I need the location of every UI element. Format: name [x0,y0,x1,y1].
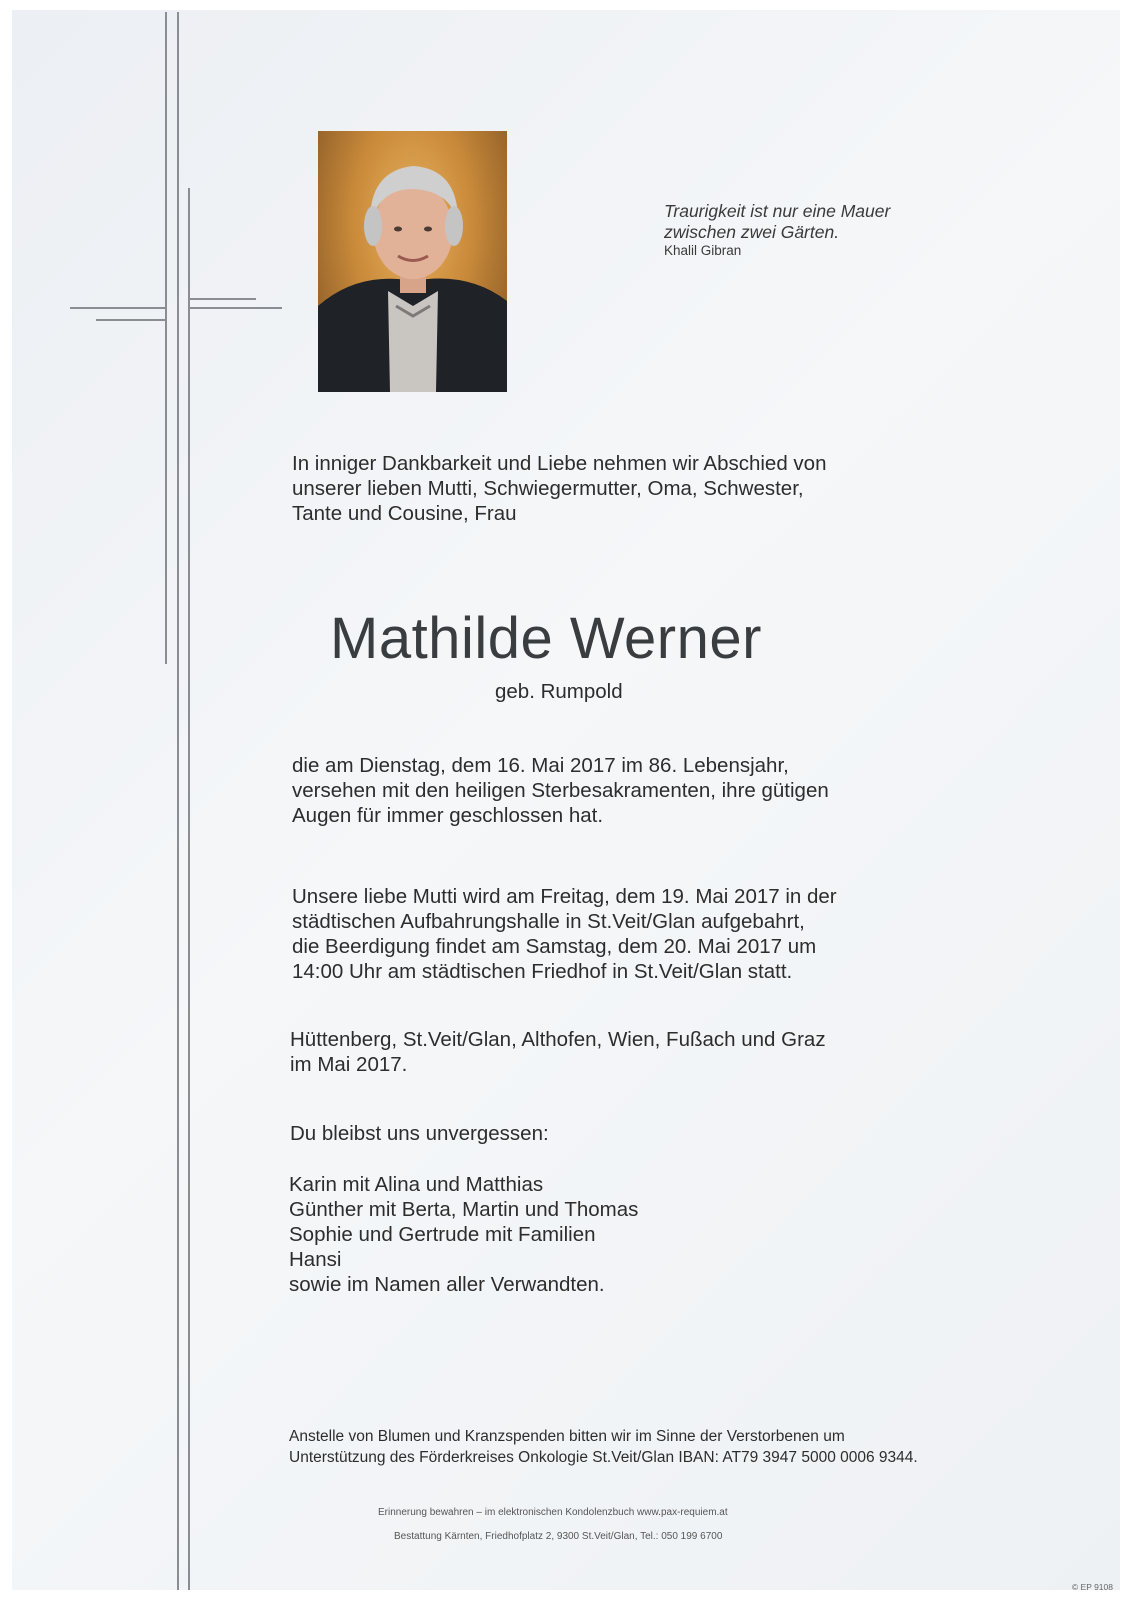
donation-line: Unterstützung des Förderkreises Onkologie St.Veit/Glan IBAN: AT79 3947 5000 0006 9344. [289,1449,918,1466]
maiden-name: geb. Rumpold [495,680,623,703]
mourner-line: Günther mit Berta, Martin und Thomas [289,1198,639,1221]
portrait-photo [318,131,507,392]
funeral-info-line: städtischen Aufbahrungshalle in St.Veit/Glan aufgebahrt, [292,910,805,933]
places-text [290,1027,826,1077]
death-notice-line: die am Dienstag, dem 16. Mai 2017 im 86. Lebensjahr, [292,754,789,777]
mourners-list [289,1172,638,1297]
deceased-name: Mathilde Werner [330,606,762,671]
quote-line: Traurigkeit ist nur eine Mauer [664,201,891,221]
mourner-line: Sophie und Gertrude mit Familien [289,1223,596,1246]
intro-line: Tante und Cousine, Frau [292,502,517,525]
quote-line: zwischen zwei Gärten. [664,222,840,242]
footer-address: Bestattung Kärnten, Friedhofplatz 2, 9300 St.Veit/Glan, Tel.: 050 199 6700 [394,1531,723,1542]
funeral-info-line: Unsere liebe Mutti wird am Freitag, dem 19. Mai 2017 in der [292,885,837,908]
copyright-mark: © EP 9108 [1071,1582,1113,1592]
donation-text [289,1426,918,1468]
mourner-line: Hansi [289,1248,342,1271]
death-notice-line: versehen mit den heiligen Sterbesakramenten, ihre gütigen [292,779,829,802]
places-line: im Mai 2017. [290,1053,408,1076]
death-notice [292,753,829,828]
death-notice-line: Augen für immer geschlossen hat. [292,804,604,827]
donation-line: Anstelle von Blumen und Kranzspenden bitten wir im Sinne der Verstorbenen um [289,1428,845,1445]
funeral-info-line: 14:00 Uhr am städtischen Friedhof in St.Veit/Glan statt. [292,960,793,983]
places-line: Hüttenberg, St.Veit/Glan, Althofen, Wien, Fußach und Graz [290,1028,826,1051]
intro-line: unserer lieben Mutti, Schwiegermutter, Oma, Schwester, [292,477,804,500]
footer-kondolenz: Erinnerung bewahren – im elektronischen Kondolenzbuch www.pax-requiem.at [378,1507,728,1518]
funeral-info [292,884,837,984]
quote-block [664,201,890,259]
mourner-line: Karin mit Alina und Matthias [289,1173,544,1196]
intro-text [292,451,826,526]
quote-author: Khalil Gibran [664,243,742,258]
intro-line: In inniger Dankbarkeit und Liebe nehmen wir Abschied von [292,452,827,475]
funeral-info-line: die Beerdigung findet am Samstag, dem 20. Mai 2017 um [292,935,817,958]
mourner-line: sowie im Namen aller Verwandten. [289,1273,605,1296]
remembrance-text: Du bleibst uns unvergessen: [290,1122,549,1145]
